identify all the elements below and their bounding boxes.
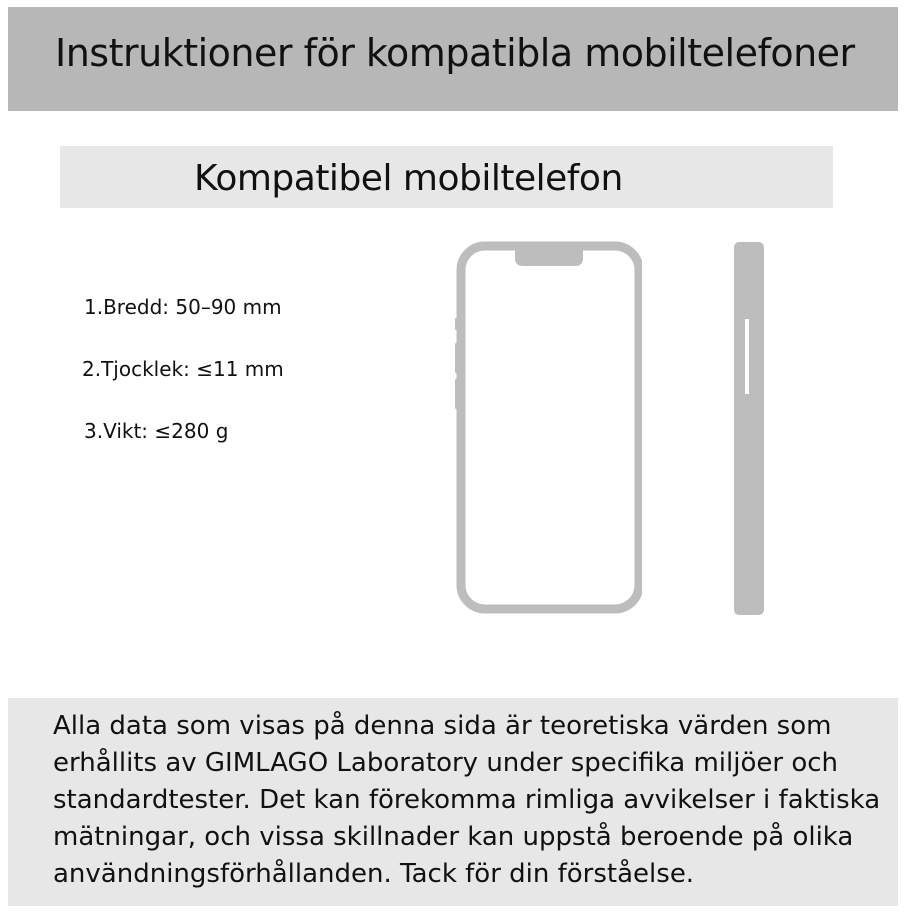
disclaimer-text: Alla data som visas på denna sida är teoretiska värden som erhållits av GIMLAGO Laboratory under specifika miljöer och standardtester. Det kan förekomma rimliga avvikelser i faktiska mätningar, och vissa skillnader kan uppstå beroende på olika användningsförhållanden. Tack för din förståelse. bbox=[53, 711, 881, 889]
spec-weight: 3.Vikt: ≤280 g bbox=[84, 419, 229, 443]
spec-width: 1.Bredd: 50–90 mm bbox=[84, 295, 282, 319]
page-title: Instruktioner för kompatibla mobiltelefoner bbox=[55, 31, 855, 75]
spec-thickness: 2.Tjocklek: ≤11 mm bbox=[82, 357, 284, 381]
disclaimer-box bbox=[8, 698, 898, 906]
section-title: Kompatibel mobiltelefon bbox=[194, 158, 623, 199]
section-bar bbox=[60, 146, 833, 208]
header-bar bbox=[8, 7, 898, 111]
phone-front-icon bbox=[455, 241, 642, 615]
phone-side-icon bbox=[733, 241, 765, 616]
